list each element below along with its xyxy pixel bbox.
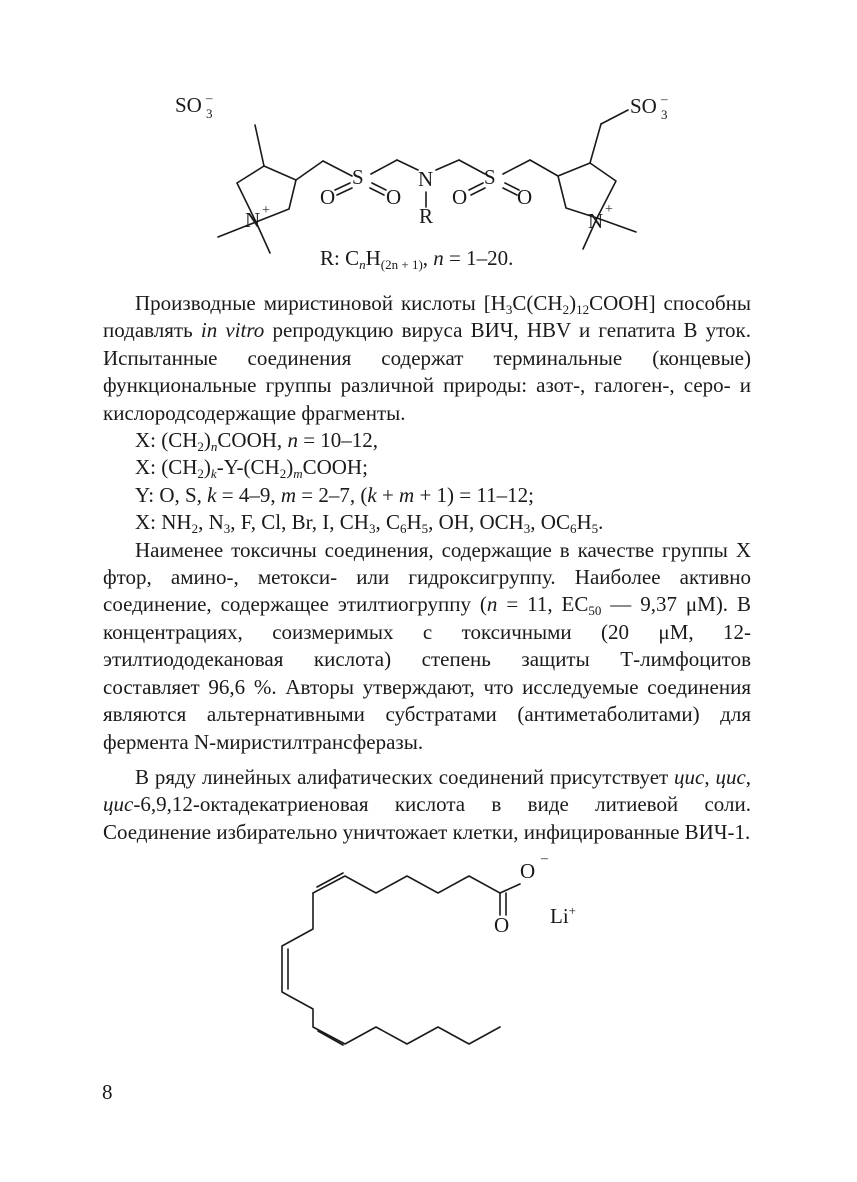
left-ch2-a [296, 161, 323, 180]
paragraph-octadecatrienoic: В ряду линейных алифатических соединений присутствует цис, цис, цис-6,9,12-октадекатриеновая кислота в виде литиевой соли. Соединение избирательно уничтожает клетки, инфицированные ВИЧ-1. [103, 764, 752, 844]
left-N-plus: + [262, 203, 270, 218]
ch2-n [397, 160, 418, 170]
so3-right-label: SO [630, 94, 657, 118]
left-so-dbl-2b [370, 188, 384, 195]
body-text-block [103, 290, 751, 846]
r-group-definition: R: $C_nH_{(2n + 1)}$, n = 1–20. [320, 246, 514, 272]
so3-right-charge: – [661, 91, 668, 106]
left-O1-label: O [320, 185, 336, 209]
right-O1-label: O [452, 185, 468, 209]
paragraph-myristic-acid: Производные миристиновой кислоты $[H_3C(CH_2)_{12}COOH]$ способны подавлять in vitro репродукцию вируса ВИЧ, HBV и гепатита В уток. Испытанные соединения содержат терминальные (концевые) функциональные группы различной природы: азот-, галоген-, серо- и кислородсодержащие фрагменты. [103, 291, 751, 425]
right-ch2-so3-a [590, 124, 601, 163]
so3-right-sub: 3 [661, 107, 668, 122]
carboxylate-minus-sign: – [541, 851, 548, 866]
left-so-dbl-2 [372, 183, 386, 190]
chemical-structure-bis-sulfonyl [0, 0, 857, 280]
right-ch2-b [530, 160, 558, 176]
double-bond-1 [317, 873, 343, 887]
left-so-dbl-1 [335, 183, 350, 190]
right-ch2-so3-b [601, 110, 628, 124]
center-N-label: N [418, 167, 434, 191]
carbonyl-O-label: O [494, 913, 510, 937]
double-bond-3 [318, 1031, 343, 1045]
chain-top [313, 876, 520, 893]
so3-left-charge: – [206, 90, 213, 105]
so3-left-sub: 3 [206, 106, 213, 121]
right-N-label: N [588, 209, 604, 233]
formula-line-4: X: $NH_2$, $N_3$, F, Cl, Br, I, $CH_3$, $C_6H_5$, OH, $OCH_3$, $OC_6H_5$. [135, 510, 604, 537]
left-methyl-top [255, 125, 264, 166]
right-O2-label: O [517, 185, 533, 209]
right-so-dbl-2b [503, 188, 517, 195]
carboxylate-O-minus-label: O [520, 859, 536, 883]
left-O2-label: O [386, 185, 402, 209]
right-ch2-a [503, 160, 530, 174]
lithium-cation-label: Li+ [550, 903, 577, 928]
left-S-label: S [352, 165, 364, 189]
page-number: 8 [102, 1080, 113, 1104]
R-label: R [419, 204, 434, 228]
chain-left [282, 893, 500, 1044]
formula-line-3: Y: O, S, k = 4–9, m = 2–7, (k + m + 1) = 11–12; [135, 482, 534, 507]
formula-line-2: X: $(CH_2)_k-Y-(CH_2)_mCOOH$; [135, 455, 368, 482]
ch2-s-right [459, 160, 485, 174]
right-N-plus: + [605, 202, 613, 217]
right-so-dbl-1b [471, 188, 485, 195]
left-so-dbl-1b [337, 188, 352, 195]
formula-line-1: X: $(CH_2)_nCOOH$, n = 10–12, [135, 428, 379, 455]
s-ch2-a [371, 160, 397, 174]
n-ch2-right [436, 160, 459, 170]
left-ch2-b [323, 161, 352, 176]
left-N-label: N [245, 208, 261, 232]
so3-left-label: SO [175, 93, 202, 117]
right-S-label: S [484, 165, 496, 189]
paragraph-toxicity: Наименее токсичны соединения, содержащие в качестве группы X фтор, амино-, метокси- или гидроксигруппу. Наиболее активно соединение, содержащее этилтиогруппу (n = 11, $EC_{50}$ — 9,37 μM). В концентрациях, соизмеримых с токсичными (20 μM, 12-этилтиододекановая кислота) степень защиты Т-лимфоцитов составляет 96,6 %. Авторы утверждают, что исследуемые соединения являются альтернативными субстратами (антиметаболитами) для фермента N-миристилтрансферазы. [103, 537, 751, 754]
right-so-dbl-1 [469, 183, 483, 190]
